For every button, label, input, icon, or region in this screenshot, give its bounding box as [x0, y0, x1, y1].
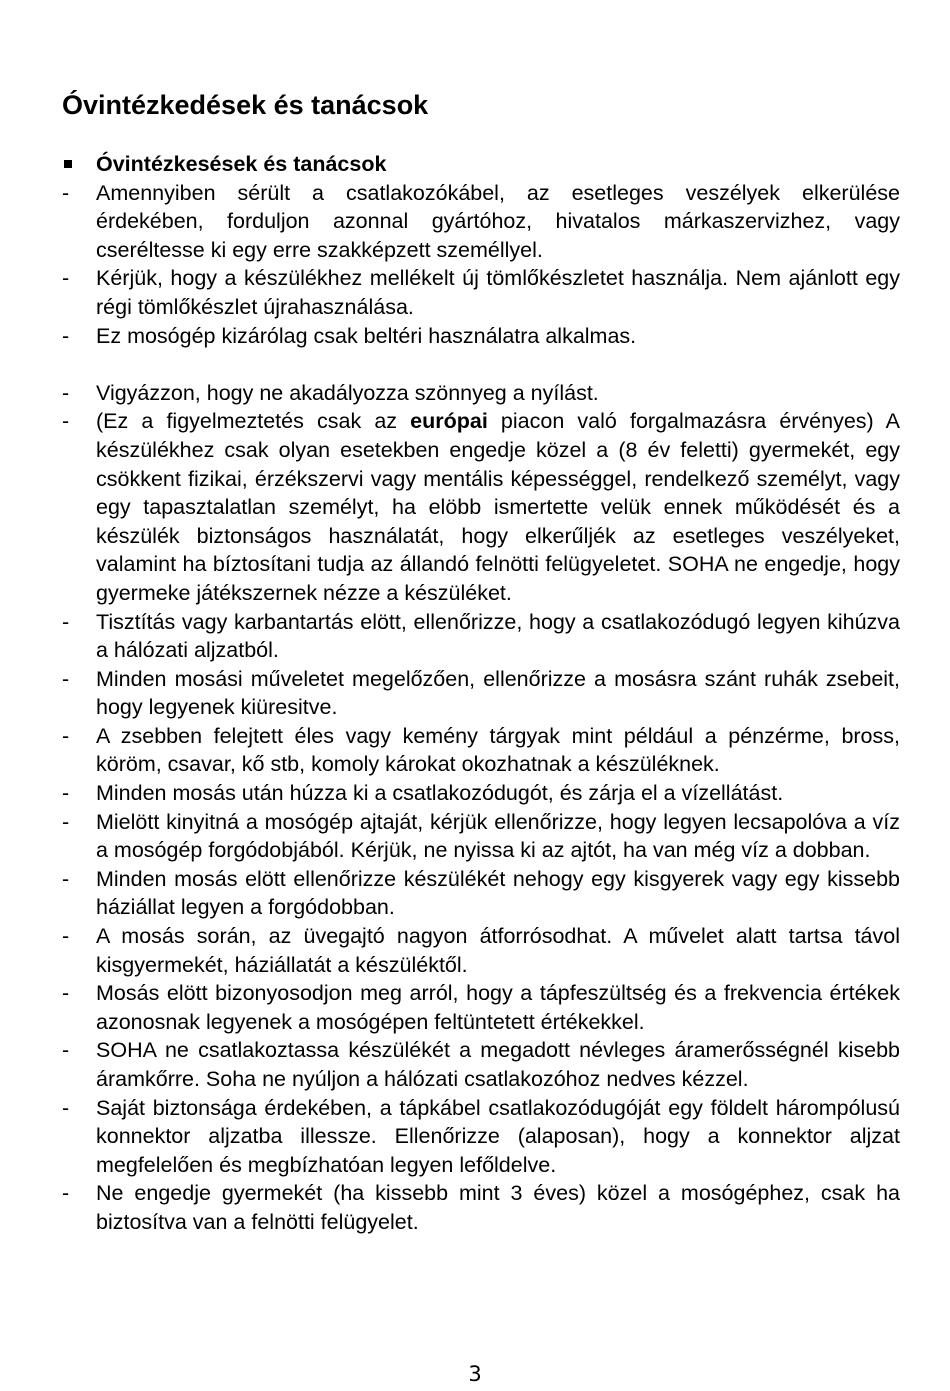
document-body: [62, 150, 900, 1237]
list-item-text-before: (Ez a figyelmeztetés csak az: [96, 409, 411, 434]
dash-marker: -: [62, 866, 70, 891]
list-item-text: Tisztítás vagy karbantartás elött, ellenőrizze, hogy a csatlakozódugó legyen kihúzva a hálózati aljzatból.: [96, 609, 900, 663]
square-bullet-icon: [64, 160, 72, 168]
list-item-text: A mosás során, az üvegajtó nagyon átforrósodhat. A művelet alatt tartsa távol kisgyermekét, háziállatát a készüléktől.: [96, 924, 900, 977]
dash-marker: -: [62, 1038, 70, 1063]
list-item: [62, 979, 900, 1036]
list-item-text: Minden mosás után húzza ki a csatlakozódugót, és zárja el a vízellátást.: [96, 781, 784, 806]
page-title: Óvintézkedések és tanácsok: [62, 90, 429, 120]
list-item-text: Mosás elött bizonyosodjon meg arról, hogy a tápfeszültség és a frekvencia értékek azonosnak legyenek a mosógépen feltüntetett értékekkel.: [96, 981, 900, 1034]
list-item-text: Minden mosási műveletet megelőzően, ellenőrizze a mosásra szánt ruhák zsebeit, hogy legyenek kiüresitve.: [96, 666, 900, 720]
page-number: 3: [468, 1362, 482, 1386]
dash-marker: -: [62, 723, 70, 748]
dash-marker: -: [62, 924, 70, 949]
list-item-text: Saját biztonsága érdekében, a tápkábel csatlakozódugóját egy földelt hárompólusú konnektor aljzatba illessze. Ellenőrizze (alaposan), hogy a konnektor aljzat megfelelően és megbízhatóan legyen lefőldelve.: [96, 1095, 900, 1177]
dash-marker: -: [62, 1181, 70, 1206]
list-item: [62, 264, 900, 321]
list-item: [62, 1179, 900, 1236]
list-item: [62, 608, 900, 665]
dash-marker: -: [62, 380, 70, 405]
dash-marker: -: [62, 180, 70, 205]
list-item-text: A zsebben felejtett éles vagy kemény tárgyak mint például a pénzérme, bross, köröm, csavar, kő stb, komoly károkat okozhatnak a készüléknek.: [96, 723, 900, 777]
dash-marker: -: [62, 409, 70, 434]
dash-marker: -: [62, 809, 70, 834]
list-item-text: Amennyiben sérült a csatlakozókábel, az esetleges veszélyek elkerülése érdekében, forduljon azonnal gyártóhoz, hivatalos márkaszervizhez, vagy cseréltesse ki egy erre szakképzett személlyel.: [96, 180, 900, 262]
list-item-text: Vigyázzon, hogy ne akadályozza szönnyeg a nyílást.: [96, 380, 599, 405]
dash-marker: -: [62, 666, 70, 691]
list-item: [62, 1036, 900, 1093]
section-heading: [62, 150, 900, 179]
dash-marker: -: [62, 609, 70, 634]
dash-marker: -: [62, 1095, 70, 1120]
list-item-bold-word: európai: [410, 409, 488, 434]
list-item: [62, 722, 900, 779]
list-item: [62, 779, 900, 808]
list-item-text: Ez mosógép kizárólag csak beltéri használatra alkalmas.: [96, 323, 637, 348]
list-item-text: Mielött kinyitná a mosógép ajtaját, kérjük ellenőrizze, hogy legyen lecsapolóva a víz a mosógép forgódobjából. Kérjük, ne nyissa ki az ajtót, ha van még víz a dobban.: [96, 809, 900, 863]
dash-marker: -: [62, 781, 70, 806]
list-item-text: Minden mosás elött ellenőrizze készülékét nehogy egy kisgyerek vagy egy kissebb háziállat legyen a forgódobban.: [96, 866, 900, 920]
list-item-text: SOHA ne csatlakoztassa készülékét a megadott névleges áramerősségnél kisebb áramkőrre. Soha ne nyúljon a hálózati csatlakozóhoz nedves kézzel.: [96, 1038, 900, 1091]
list-item: [62, 665, 900, 722]
list-item: [62, 179, 900, 265]
list-item: [62, 1094, 900, 1180]
list-item: [62, 322, 900, 351]
list-item: [62, 808, 900, 865]
dash-marker: -: [62, 323, 70, 348]
list-item: [62, 922, 900, 979]
list-item-text: Ne engedje gyermekét (ha kissebb mint 3 éves) közel a mosógéphez, csak ha biztosítva van a felnötti felügyelet.: [96, 1181, 900, 1234]
dash-marker: -: [62, 266, 70, 291]
dash-marker: -: [62, 981, 70, 1006]
precaution-list: [62, 179, 900, 1237]
list-item: [62, 379, 900, 408]
list-item: [62, 407, 900, 607]
list-item: [62, 865, 900, 922]
list-item-text-after: piacon való forgalmazásra érvényes) A készülékhez csak olyan esetekben engedje közel a (8 év feletti) gyermekét, egy csökkent fizikai, érzékszervi vagy mentális képességgel, rendelkező személyt, vagy egy tapasztalatlan személyt, ha elöbb ismertette velük ennek működését és a készülék biztonságos használatát, hogy elkerűljék az esetleges veszélyeket, valamint ha bíztosítani tudja az állandó felnötti felügyeletet. SOHA ne engedje, hogy gyermeke játékszernek nézze a készüléket.: [96, 409, 900, 605]
section-heading-text: Óvintézkesések és tanácsok: [96, 152, 387, 176]
list-item-text: Kérjük, hogy a készülékhez mellékelt új tömlőkészletet használja. Nem ajánlott egy régi tömlőkészlet újrahasználása.: [96, 266, 900, 319]
